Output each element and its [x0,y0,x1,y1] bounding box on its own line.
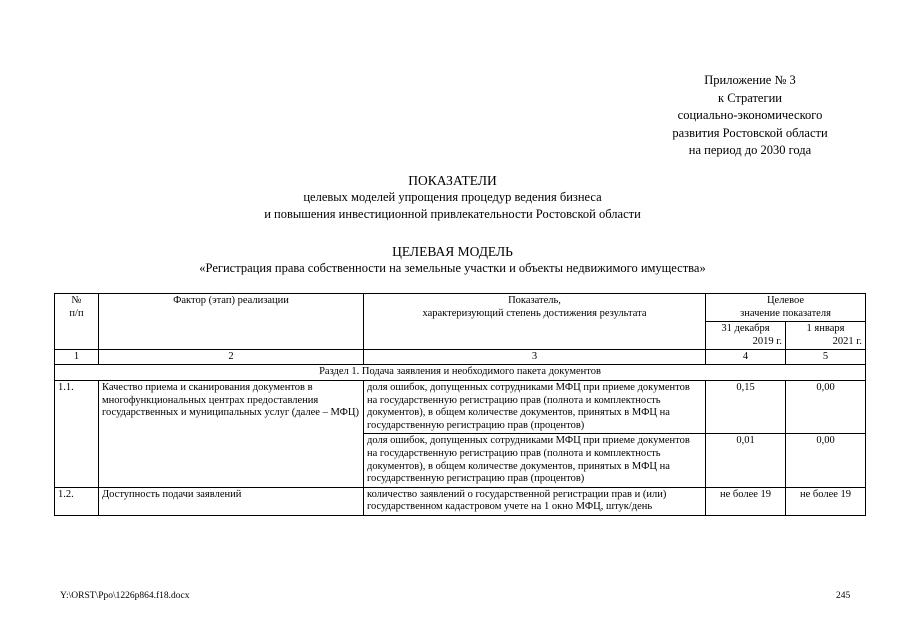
row-num: 1.2. [55,487,99,515]
row-factor: Качество приема и сканирования документов в многофункциональных центрах предоставления государственных и муниципальных услуг (далее – МФЦ) [99,380,364,487]
section-row [55,365,866,381]
row-value-2021: 0,00 [786,380,866,433]
header-date-line: 2021 г. [832,335,862,347]
header-indicator [364,294,706,350]
row-value-2019: не более 19 [706,487,786,515]
row-value-2021: 0,00 [786,434,866,487]
header-target-line: Целевое [766,295,805,306]
appendix-block [600,72,900,160]
header-num-line: п/п [69,307,84,319]
header-num-line: № [71,295,82,306]
header-date-line: 1 января [806,323,845,335]
model-heading: ЦЕЛЕВАЯ МОДЕЛЬ [392,244,513,259]
title-line: целевых моделей упрощения процедур ведения бизнеса [303,190,602,204]
page-number: 245 [836,591,851,601]
table-row [55,487,866,515]
section-title: Раздел 1. Подача заявления и необходимого пакета документов [55,365,866,381]
header-num [55,294,99,350]
column-number: 5 [786,350,866,365]
row-value-2019: 0,01 [706,434,786,487]
row-indicator: количество заявлений о государственной регистрации прав и (или) государственном кадастровом учете на 1 окно МФЦ, штук/день [364,487,706,515]
indicators-table [54,293,866,516]
appendix-line: развития Ростовской области [672,125,828,140]
header-indicator-line: Показатель, [508,295,561,306]
title-line: и повышения инвестиционной привлекательности Ростовской области [264,207,641,221]
appendix-line: социально-экономического [677,108,823,122]
appendix-line: Приложение № 3 [704,73,796,87]
header-date-line: 2019 г. [752,335,782,347]
row-value-2019: 0,15 [706,380,786,433]
footer-file-path: Y:\ORST\Ppo\1226p864.f18.docx [60,591,190,601]
appendix-line: к Стратегии [718,90,782,105]
appendix-line: на период до 2030 года [688,143,812,157]
row-num: 1.1. [55,380,99,487]
title-main: ПОКАЗАТЕЛИ [408,173,497,188]
row-value-2021: не более 19 [786,487,866,515]
table-row [55,380,866,433]
header-target-line: значение показателя [740,307,831,319]
header-target [706,294,866,322]
column-number: 3 [364,350,706,365]
row-indicator: доля ошибок, допущенных сотрудниками МФЦ при приеме документов на государственную регистрацию прав (полнота и комплектность документов), в общем количестве документов, принятых в МФЦ на государственную регистрацию прав (процентов) [364,380,706,433]
target-model-heading [0,243,905,277]
table-header-row [55,294,866,322]
header-indicator-line: характеризующий степень достижения результата [422,307,647,319]
column-number-row [55,350,866,365]
header-factor: Фактор (этап) реализации [99,294,364,350]
header-date-2021 [786,322,866,350]
column-number: 1 [55,350,99,365]
header-date-line: 31 декабря [721,323,770,335]
column-number: 4 [706,350,786,365]
model-name: «Регистрация права собственности на земельные участки и объекты недвижимого имущества» [199,261,706,275]
header-date-2019 [706,322,786,350]
document-title [0,172,905,223]
column-number: 2 [99,350,364,365]
row-indicator: доля ошибок, допущенных сотрудниками МФЦ при приеме документов на государственную регистрацию прав (полнота и комплектность документов), в общем количестве документов, принятых в МФЦ на государственную регистрацию прав (процентов) [364,434,706,487]
row-factor: Доступность подачи заявлений [99,487,364,515]
